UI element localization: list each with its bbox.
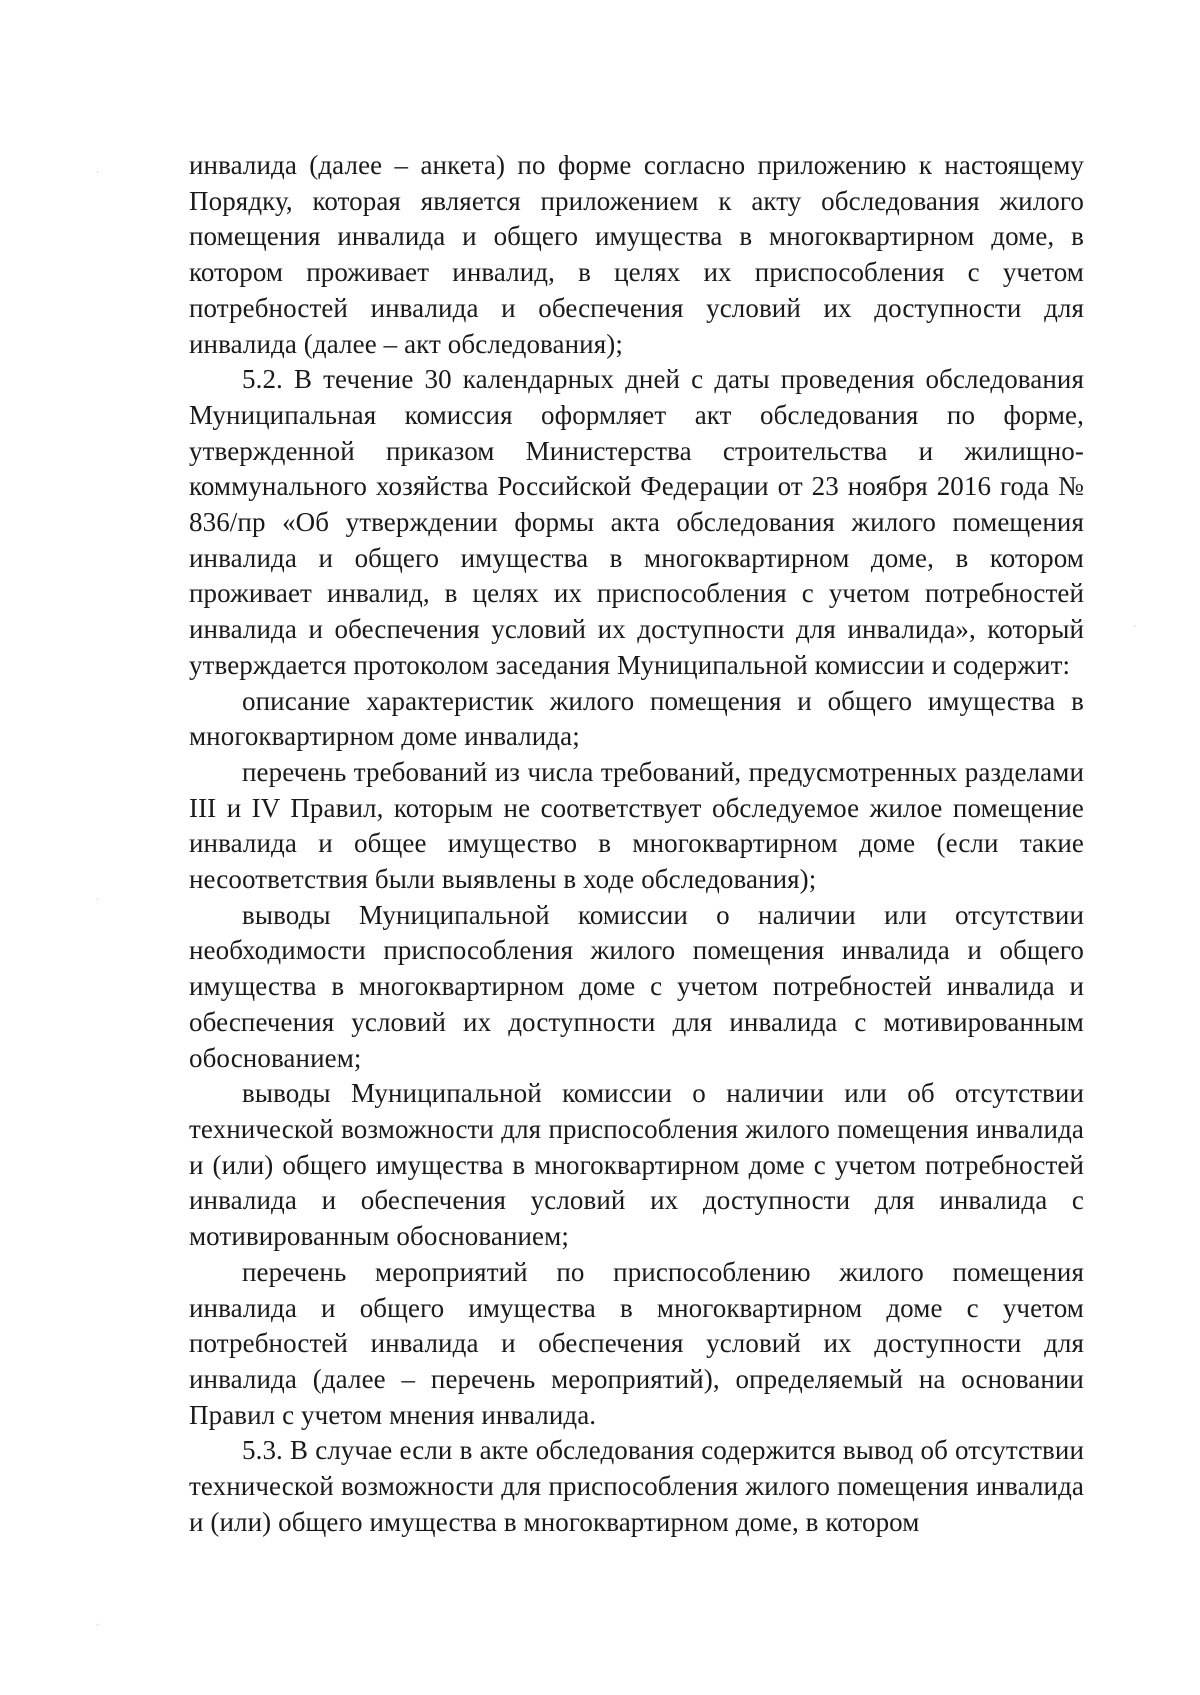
document-page [189, 148, 1084, 1540]
paragraph-5-2: 5.2. В течение 30 календарных дней с даты проведения обследования Муниципальная комиссия оформляет акт обследования по форме, утвержденной приказом Министерства строительства и жилищно-коммунального хозяйства Российской Федерации от 23 ноября 2016 года № 836/пр «Об утверждении формы акта обследования жилого помещения инвалида и общего имущества в многоквартирном доме, в котором проживает инвалид, в целях их приспособления с учетом потребностей инвалида и обеспечения условий их доступности для инвалида», который утверждается протоколом заседания Муниципальной комиссии и содержит: [189, 364, 1084, 680]
list-item-technical-conclusions: выводы Муниципальной комиссии о наличии или об отсутствии технической возможности для приспособления жилого помещения инвалида и (или) общего имущества в многоквартирном доме с учетом потребностей инвалида и обеспечения условий их доступности для инвалида с мотивированным обоснованием; [189, 1078, 1084, 1252]
paragraph-5-3: 5.3. В случае если в акте обследования содержится вывод об отсутствии технической возможности для приспособления жилого помещения инвалида и (или) общего имущества в многоквартирном доме, в котором [189, 1435, 1084, 1537]
list-item-description: описание характеристик жилого помещения и общего имущества в многоквартирном доме инвалида; [189, 685, 1084, 752]
paragraph-continuation: инвалида (далее – анкета) по форме согласно приложению к настоящему Порядку, которая является приложением к акту обследования жилого помещения инвалида и общего имущества в многоквартирном доме, в котором проживает инвалид, в целях их приспособления с учетом потребностей инвалида и обеспечения условий их доступности для инвалида (далее – акт обследования); [189, 150, 1084, 359]
scan-speck: · [96, 895, 100, 906]
scan-speck: · [96, 1620, 100, 1631]
list-item-measures: перечень мероприятий по приспособлению жилого помещения инвалида и общего имущества в многоквартирном доме с учетом потребностей инвалида и обеспечения условий их доступности для инвалида (далее – перечень мероприятий), определяемый на основании Правил с учетом мнения инвалида. [189, 1256, 1084, 1430]
scan-speck: ˊ [1132, 625, 1137, 636]
list-item-requirements: перечень требований из числа требований, предусмотренных разделами III и IV Правил, которым не соответствует обследуемое жилое помещение инвалида и общее имущество в многоквартирном доме (если такие несоответствия были выявлены в ходе обследования); [189, 756, 1084, 895]
list-item-necessity-conclusions: выводы Муниципальной комиссии о наличии или отсутствии необходимости приспособления жилого помещения инвалида и общего имущества в многоквартирном доме с учетом потребностей инвалида и обеспечения условий их доступности для инвалида с мотивированным обоснованием; [189, 899, 1084, 1073]
scan-speck: · [96, 168, 100, 179]
